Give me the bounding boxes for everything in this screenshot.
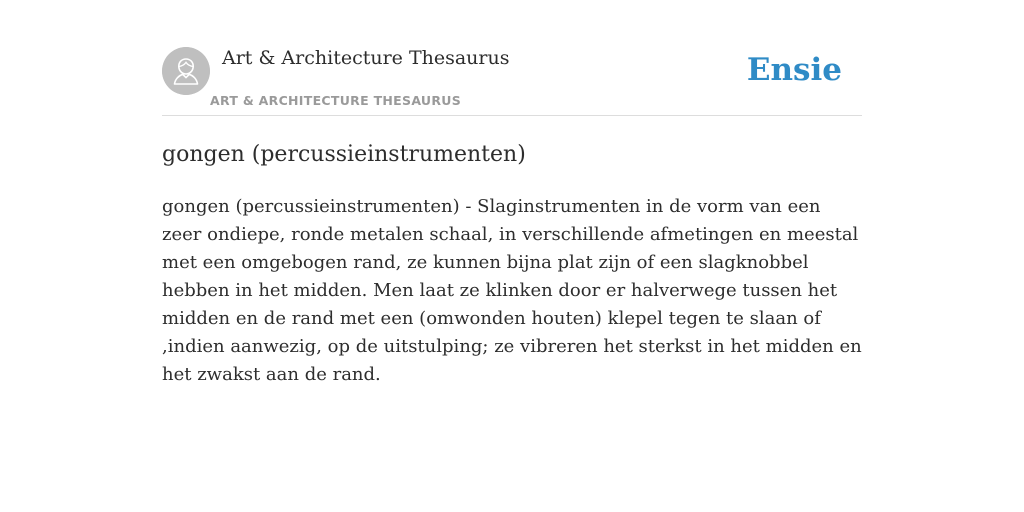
source-header [162, 0, 862, 116]
avatar-person-icon [162, 47, 210, 95]
term-definition: gongen (percussieinstrumenten) - Slaginstrumenten in de vorm van een zeer ondiepe, ronde metalen schaal, in verschillende afmetingen en meestal met een omgebogen rand, ze kunnen bijna plat zijn of een slagknobbel hebben in het midden. Men laat ze klinken door er halverwege tussen het midden en de rand met een (omwonden houten) klepel tegen te slaan of ,indien aanwezig, op de uitstulping; ze vibreren het sterkst in het midden en het zwakst aan de rand. [162, 196, 862, 385]
user-avatar-icon[interactable] [162, 47, 210, 95]
ensie-logo-link[interactable]: Ensie [746, 52, 842, 88]
source-subtitle[interactable]: ART & ARCHITECTURE THESAURUS [210, 93, 462, 108]
term-title: gongen (percussieinstrumenten) [162, 142, 526, 167]
source-title[interactable]: Art & Architecture Thesaurus [222, 47, 510, 69]
